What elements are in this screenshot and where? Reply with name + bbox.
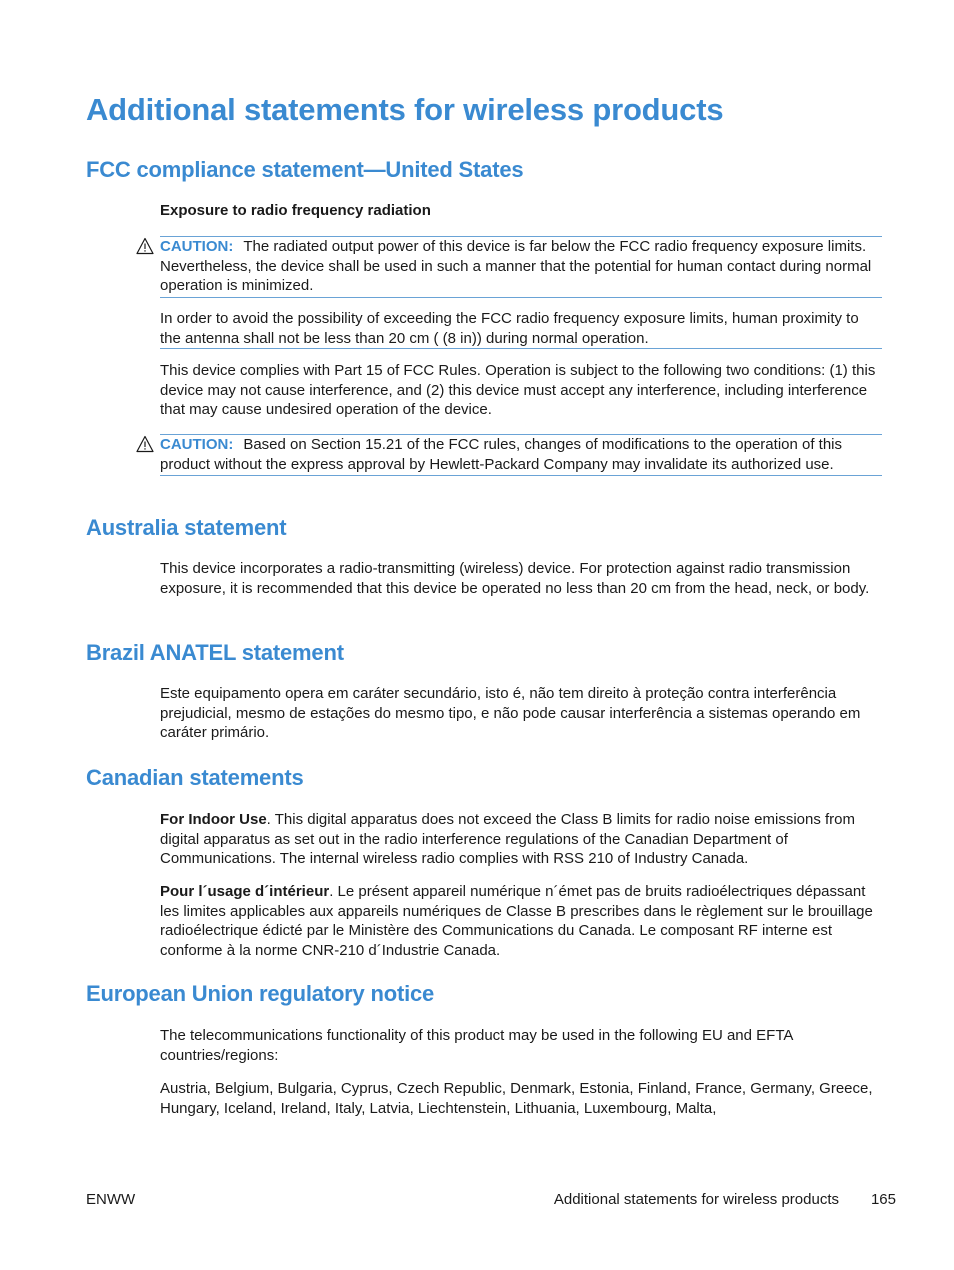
caution-box-2 — [160, 434, 882, 476]
caution-text: Based on Section 15.21 of the FCC rules, changes of modifications to the operation of this product without the express approval by Hewlett-Packard Company may invalidate its authorized use. — [160, 436, 843, 473]
fcc-paragraph-part15: This device complies with Part 15 of FCC Rules. Operation is subject to the following two conditions: (1) this device may not cause interference, and (2) this device must accept any interference, including interference that may cause undesired operation of the device. — [160, 362, 876, 418]
fcc-heading: FCC compliance statement—United States — [86, 157, 524, 182]
eu-countries-list: Austria, Belgium, Bulgaria, Cyprus, Czech Republic, Denmark, Estonia, Finland, France, Germany, Greece, Hungary, Iceland, Ireland, Italy, Latvia, Liechtenstein, Lithuania, Luxembourg, Malta, — [160, 1080, 873, 1117]
caution-paragraph-2 — [160, 435, 882, 474]
divider — [160, 348, 882, 349]
footer-enww: ENWW — [86, 1191, 136, 1208]
footer-section-title: Additional statements for wireless products — [553, 1191, 839, 1208]
caution-paragraph-1 — [160, 237, 882, 296]
brazil-text: Este equipamento opera em caráter secundário, isto é, não tem direito à proteção contra interferência prejudicial, mesmo de estações do mesmo tipo, e não pode causar interferência a sistemas operando em caráter primário. — [160, 685, 861, 741]
caution-warning-icon — [136, 435, 154, 453]
fcc-subheading: Exposure to radio frequency radiation — [160, 202, 431, 219]
brazil-heading: Brazil ANATEL statement — [86, 640, 344, 665]
canada-heading: Canadian statements — [86, 765, 304, 790]
caution-text: The radiated output power of this device is far below the FCC radio frequency exposure limits. Nevertheless, the device shall be used in such a manner that the potential for human contact during normal operation is minimized. — [160, 238, 872, 294]
canada-french-lead: Pour l´usage d´intérieur — [160, 883, 330, 900]
canada-french-body: . Le présent appareil numérique n´émet pas de bruits radioélectriques dépassant les limites applicables aux appareils numériques de Classe B prescribes dans le règlement sur le brouillage radioélectrique édicté par le Ministère des Communications du Canada. Le composant RF interne est conforme à la norme CNR-210 d´Industrie Canada. — [160, 883, 873, 959]
caution-warning-icon — [136, 237, 154, 255]
fcc-paragraph-proximity: In order to avoid the possibility of exceeding the FCC radio frequency exposure limits, human proximity to the antenna shall not be less than 20 cm ( (8 in)) during normal operation. — [160, 310, 859, 347]
canada-french-text — [160, 882, 882, 960]
eu-paragraph-intro: The telecommunications functionality of this product may be used in the following EU and EFTA countries/regions: — [160, 1027, 793, 1064]
caution-label: CAUTION: — [160, 436, 234, 453]
australia-heading: Australia statement — [86, 515, 287, 540]
footer-page-number: 165 — [870, 1191, 896, 1208]
page-title: Additional statements for wireless products — [86, 92, 724, 127]
australia-text: This device incorporates a radio-transmitting (wireless) device. For protection against radio transmission exposure, it is recommended that this device be operated no less than 20 cm from the head, neck, or body. — [160, 560, 870, 597]
eu-heading: European Union regulatory notice — [86, 981, 435, 1006]
canada-english-lead: For Indoor Use — [160, 811, 267, 828]
caution-box-1 — [160, 236, 882, 298]
caution-label: CAUTION: — [160, 238, 234, 255]
canada-english-text — [160, 810, 882, 869]
canada-english-body: . This digital apparatus does not exceed the Class B limits for radio noise emissions from digital apparatus as set out in the radio interference regulations of the Canadian Department of Communications. The internal wireless radio complies with RSS 210 of Industry Canada. — [160, 811, 856, 867]
